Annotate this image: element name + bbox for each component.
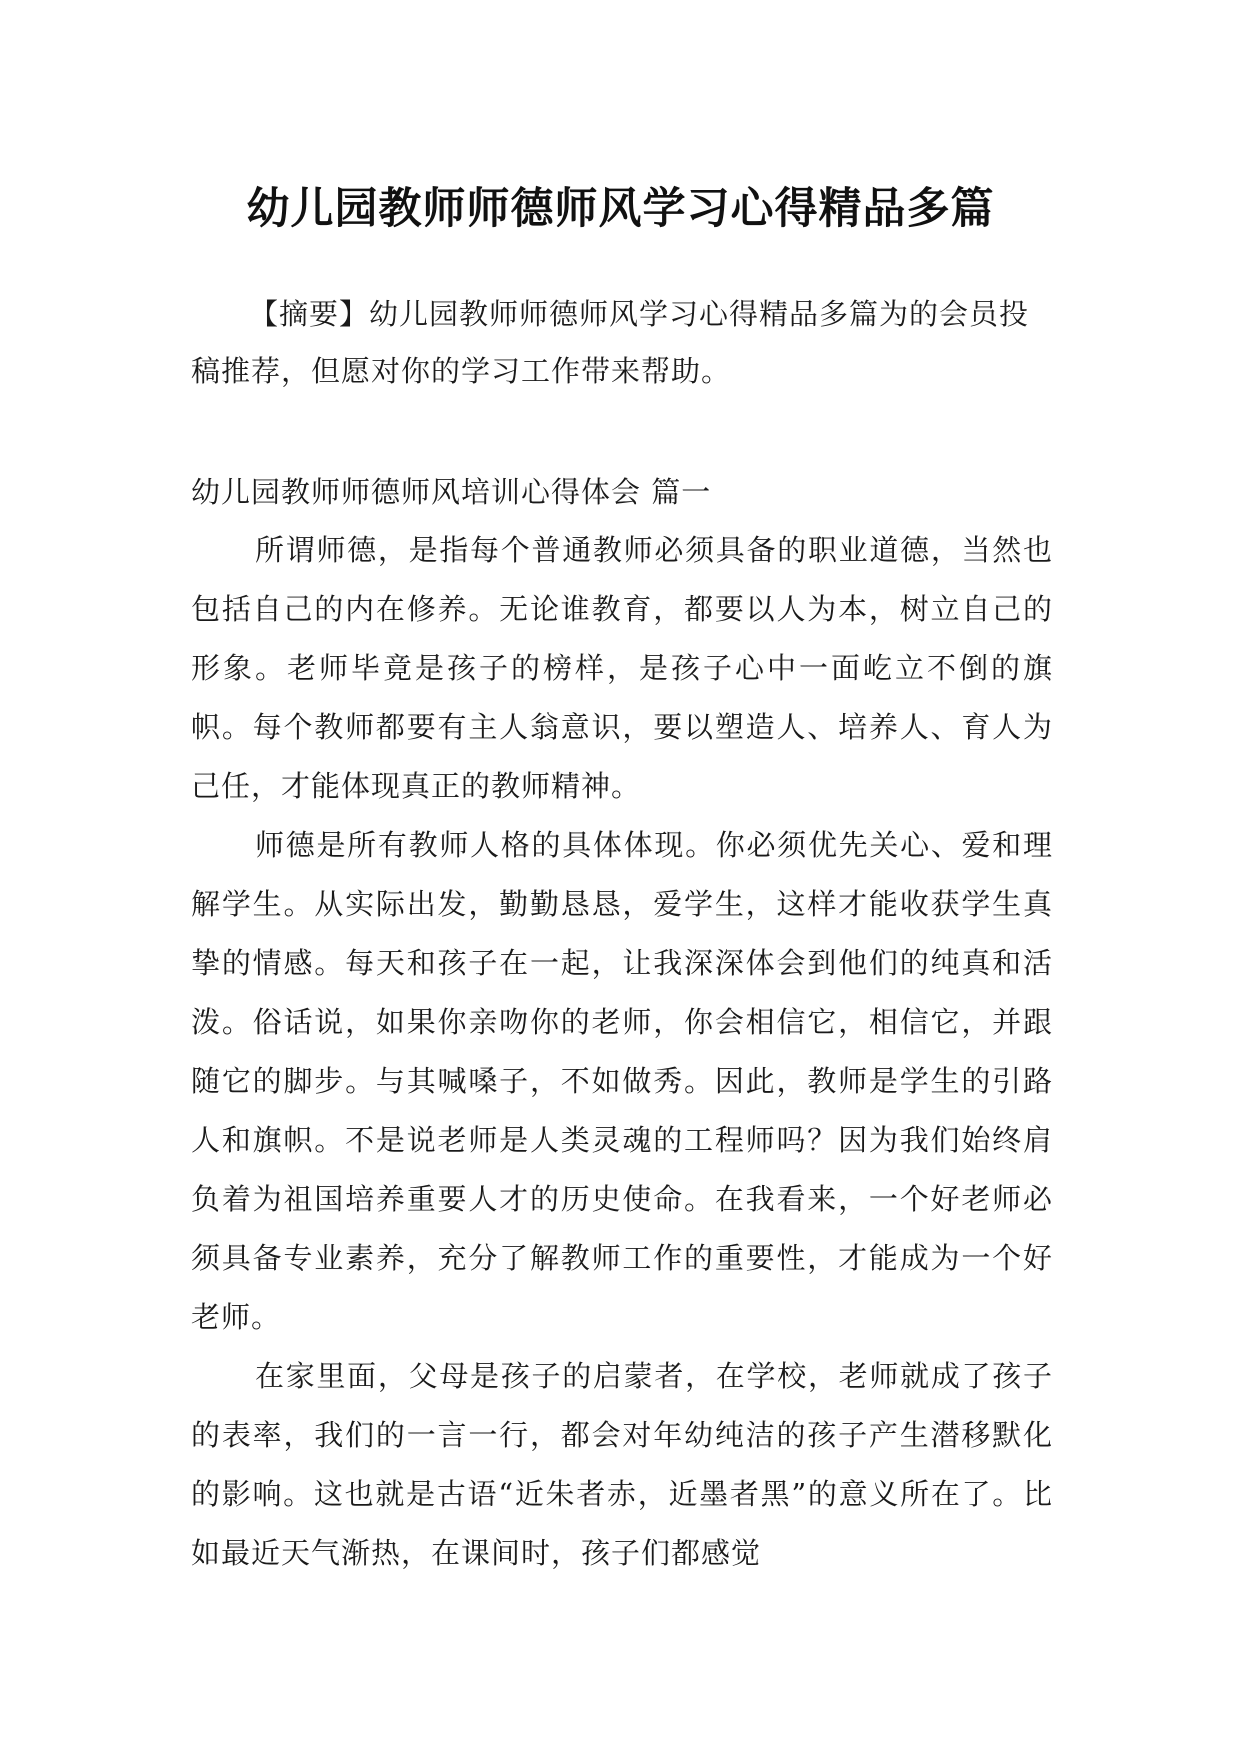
section-heading: 幼儿园教师师德师风培训心得体会 篇一 xyxy=(191,475,712,509)
document-body xyxy=(191,521,1053,1583)
abstract-text: 【摘要】幼儿园教师师德师风学习心得精品多篇为的会员投稿推荐，但愿对你的学习工作带来帮助。 xyxy=(191,297,1030,388)
body-paragraph-1: 所谓师德，是指每个普通教师必须具备的职业道德，当然也包括自己的内在修养。无论谁教育，都要以人为本，树立自己的形象。老师毕竟是孩子的榜样，是孩子心中一面屹立不倒的旗帜。每个教师都要有主人翁意识，要以塑造人、培养人、育人为己任，才能体现真正的教师精神。 xyxy=(191,533,1053,803)
body-paragraph-2: 师德是所有教师人格的具体体现。你必须优先关心、爱和理解学生。从实际出发，勤勤恳恳，爱学生，这样才能收获学生真挚的情感。每天和孩子在一起，让我深深体会到他们的纯真和活泼。俗话说，如果你亲吻你的老师，你会相信它，相信它，并跟随它的脚步。与其喊嗓子，不如做秀。因此，教师是学生的引路人和旗帜。不是说老师是人类灵魂的工程师吗？因为我们始终肩负着为祖国培养重要人才的历史使命。在我看来，一个好老师必须具备专业素养，充分了解教师工作的重要性，才能成为一个好老师。 xyxy=(191,828,1053,1334)
body-paragraph-3: 在家里面，父母是孩子的启蒙者，在学校，老师就成了孩子的表率，我们的一言一行，都会对年幼纯洁的孩子产生潜移默化的影响。这也就是古语“近朱者赤，近墨者黑”的意义所在了。比如最近天气渐热，在课间时，孩子们都感觉 xyxy=(191,1359,1053,1570)
document-title: 幼儿园教师师德师风学习心得精品多篇 xyxy=(246,183,995,234)
document-abstract xyxy=(191,286,1051,400)
